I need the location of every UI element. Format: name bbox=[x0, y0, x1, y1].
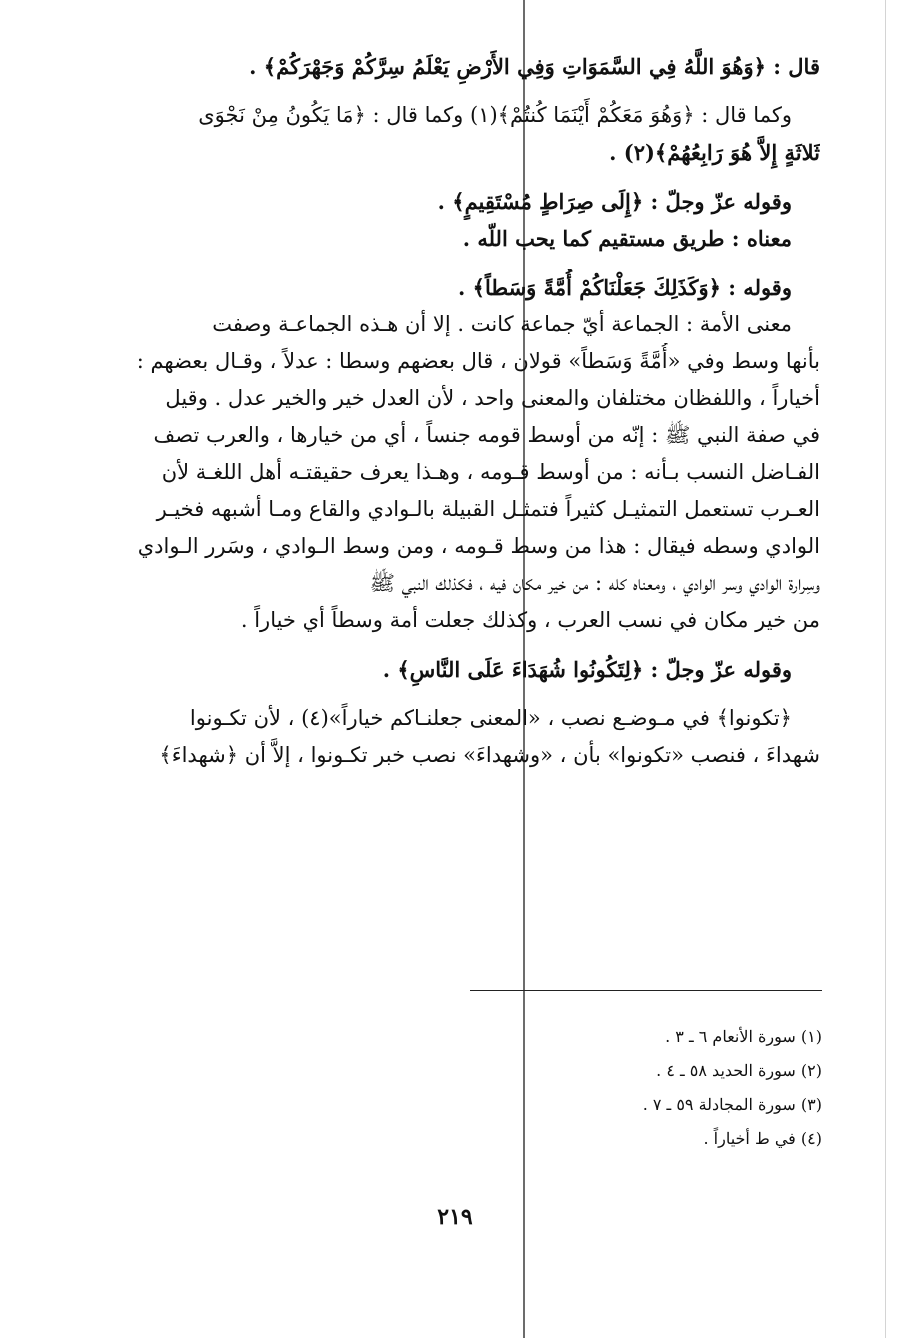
text-line: أخياراً ، واللفظان مختلفان والمعنى واحد ، لأن العدل خير والخير عدل . وقيل bbox=[165, 386, 820, 410]
footnote: (٤) في ط أخياراً . bbox=[703, 1129, 822, 1148]
text-line: وقوله : ﴿وَكَذَلِكَ جَعَلْنَاكُمْ أُمَّةً وَسَطاً﴾ . bbox=[458, 275, 792, 300]
page-number: ٢١٩ bbox=[437, 1204, 473, 1230]
footnote: (٢) سورة الحديد ٥٨ ـ ٤ . bbox=[656, 1061, 822, 1080]
text-line: في صفة النبي ﷺ : إنّه من أوسط قومه جنساً ، أي من خيارها ، والعرب تصف bbox=[153, 423, 820, 447]
text-line: وكما قال : ﴿وَهُوَ مَعَكُمْ أَيْنَمَا كُنتُمْ﴾(١) وكما قال : ﴿مَا يَكُونُ مِنْ نَجْوَى bbox=[198, 103, 792, 127]
footnote: (٣) سورة المجادلة ٥٩ ـ ٧ . bbox=[642, 1095, 822, 1114]
text-line: من خير مكان في نسب العرب ، وكذلك جعلت أمة وسطاً أي خياراً . bbox=[240, 608, 820, 632]
page-body bbox=[120, 48, 820, 774]
footnotes bbox=[470, 1020, 822, 1156]
text-line: بأنها وسط وفي «أُمَّةً وَسَطاً» قولان ، قال بعضهم وسطا : عدلاً ، وقـال بعضهم : bbox=[136, 349, 820, 373]
text-line: شهداءَ ، فنصب «تكونوا» بأن ، «وشهداءَ» نصب خبر تكـونوا ، إلاَّ أن ﴿شهداءَ﴾ bbox=[159, 743, 820, 767]
text-line: معنى الأمة : الجماعة أيّ جماعة كانت . إلا أن هـذه الجماعـة وصفت bbox=[212, 312, 792, 336]
text-line: ﴿تكونوا﴾ في مـوضـع نصب ، «المعنى جعلنـاكم خياراً»(٤) ، لأن تكـونوا bbox=[189, 706, 792, 730]
text-line: وسِرارة الوادي وسر الوادي ، ومعناه كله : من خير مكان فيه ، فكذلك النبي ﷺ bbox=[369, 571, 820, 595]
text-line: ثَلاثَةٍ إِلاَّ هُوَ رَابِعُهُمْ﴾(٢) . bbox=[609, 140, 820, 165]
footnote: (١) سورة الأنعام ٦ ـ ٣ . bbox=[665, 1027, 822, 1046]
text-line: وقوله عزّ وجلّ : ﴿لِتَكُونُوا شُهَدَاءَ عَلَى النَّاسِ﴾ . bbox=[382, 657, 792, 682]
text-line: قال : ﴿وَهُوَ اللَّهُ فِي السَّمَوَاتِ وَفِي الأَرْضِ يَعْلَمُ سِرَّكُمْ وَجَهْرَكُمْ﴾ . bbox=[249, 54, 820, 79]
scan-edge-line bbox=[885, 0, 886, 1338]
text-line: الوادي وسطه فيقال : هذا من وسط قـومه ، ومن وسط الـوادي ، وسَرر الـوادي bbox=[137, 534, 820, 558]
text-line: معناه : طريق مستقيم كما يحب اللّه . bbox=[462, 226, 792, 251]
footnote-divider bbox=[470, 990, 822, 991]
text-line: وقوله عزّ وجلّ : ﴿إِلَى صِرَاطٍ مُسْتَقِيمٍ﴾ . bbox=[437, 189, 792, 214]
text-line: الفـاضل النسب بـأنه : من أوسط قـومه ، وهـذا يعرف حقيقتـه أهل اللغـة لأن bbox=[161, 460, 820, 484]
text-line: العـرب تستعمل التمثيـل كثيراً فتمثـل القبيلة بالـوادي والقاع ومـا أشبهه فخيـر bbox=[156, 497, 820, 521]
